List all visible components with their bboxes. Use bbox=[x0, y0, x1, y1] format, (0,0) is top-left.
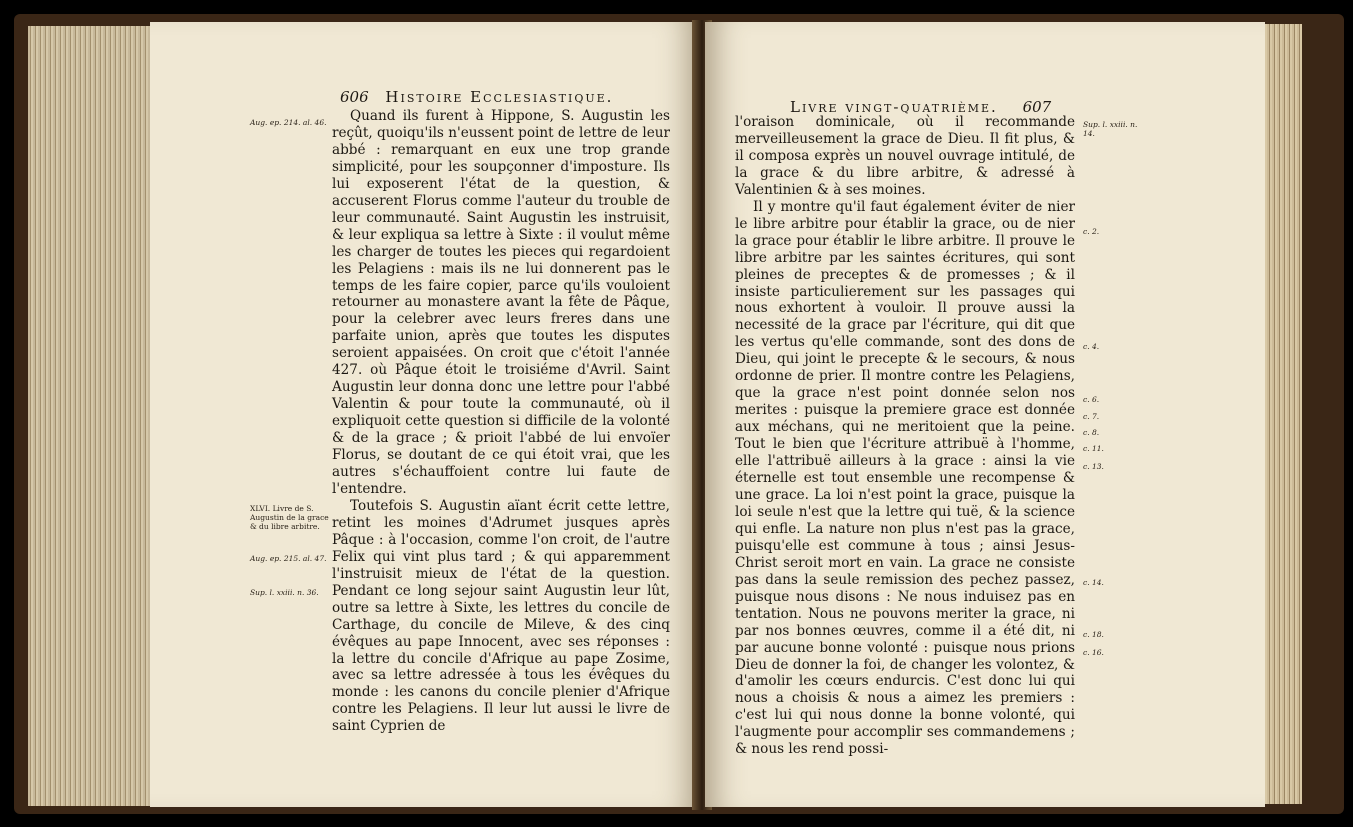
left-margin-note-1: Aug. ep. 214. al. 46. bbox=[250, 118, 327, 127]
right-margin-note-5: c. 7. bbox=[1083, 412, 1100, 421]
right-page-number: 607 bbox=[1022, 98, 1052, 116]
right-margin-note-8: c. 13. bbox=[1083, 462, 1104, 471]
left-margin-note-3: Aug. ep. 215. al. 47. bbox=[250, 554, 327, 563]
right-margin-note-9: c. 14. bbox=[1083, 578, 1104, 587]
right-paragraph-1: l'oraison dominicale, où il recommande merveilleusement la grace de Dieu. Il fit plus, & il composa exprès un nouvel ouvrage intitulé, de la grace & du libre arbitre, & adressé à Valentinien & à ses moines. bbox=[735, 114, 1075, 198]
left-margin-note-4: Sup. l. xxiii. n. 36. bbox=[250, 588, 319, 597]
right-running-title: Livre vingt-quatrième. bbox=[790, 98, 998, 116]
left-page-number: 606 bbox=[340, 88, 369, 106]
right-margin-note-11: c. 16. bbox=[1083, 648, 1104, 657]
left-running-title: Histoire Ecclesiastique. bbox=[385, 88, 614, 106]
right-margin-note-10: c. 18. bbox=[1083, 630, 1104, 639]
right-margin-note-6: c. 8. bbox=[1083, 428, 1100, 437]
right-margin-note-4: c. 6. bbox=[1083, 395, 1100, 404]
right-margin-note-3: c. 4. bbox=[1083, 342, 1100, 351]
right-text-block bbox=[735, 114, 1075, 758]
left-page-edges bbox=[28, 26, 158, 806]
right-margin-note-1: Sup. l. xxiii. n. 14. bbox=[1083, 120, 1138, 138]
left-text-block bbox=[332, 108, 670, 735]
left-paragraph-2: Toutefois S. Augustin aïant écrit cette lettre, retint les moines d'Adrumet jusques après Pâque : à l'occasion, comme l'on croit, de l'autre Felix qui vint plus tard ; & qui apparemment l'instruisit mieux de l'état de la question. Pendant ce long sejour saint Augustin leur lût, outre sa lettre à Sixte, les lettres du concile de Carthage, du concile de Mileve, & des cinq évêques au pape Innocent, avec ses réponses : la lettre du concile d'Afrique au pape Zosime, avec sa lettre adressée à tous les évêques du monde : les canons du concile plenier d'Afrique contre les Pelagiens. Il leur lut aussi le livre de saint Cyprien de bbox=[332, 497, 670, 735]
left-margin-note-2: XLVI. Livre de S. Augustin de la grace & du libre arbitre. bbox=[250, 504, 329, 531]
right-page-edges bbox=[1262, 24, 1302, 804]
left-page bbox=[150, 22, 698, 807]
right-margin-note-7: c. 11. bbox=[1083, 444, 1104, 453]
left-paragraph-1: Quand ils furent à Hippone, S. Augustin les reçût, quoiqu'ils n'eussent point de lettre de leur abbé : remarquant en eux une trop grande simplicité, pour les soupçonner d'imposture. Ils lui exposerent l'état de la question, & accuserent Florus comme l'auteur du trouble de leur communauté. Saint Augustin les instruisit, & leur expliqua sa lettre à Sixte : il voulut même les charger de toutes les pieces qui regardoient les Pelagiens : mais ils ne lui donnerent pas le temps de les faire copier, parce qu'ils vouloient retourner au monastere avant la fête de Pâque, pour la celebrer avec leurs freres dans une parfaite union, après que toutes les disputes seroient appaisées. On croit que c'étoit l'année 427. où Pâque étoit le troisiéme d'Avril. Saint Augustin leur donna donc une lettre pour l'abbé Valentin & pour toute la communauté, où il expliquoit cette question si difficile de la volonté & de la grace ; & prioit l'abbé de lui envoïer Florus, se doutant de ce qui étoit vrai, que les autres s'échauffoient contre lui faute de l'entendre. bbox=[332, 108, 670, 497]
left-running-head bbox=[340, 88, 613, 106]
right-paragraph-2: Il y montre qu'il faut également éviter de nier le libre arbitre pour établir la grace, ou de nier la grace pour établir le libre arbitre. Il prouve le libre arbitre par les saintes écritures, qui sont pleines de preceptes & de promesses ; & il insiste particulierement sur les passages qui nous exhortent à vouloir. Il prouve aussi la necessité de la grace par l'écriture, qui dit que les vertus qu'elle commande, sont des dons de Dieu, qui joint le precepte & le secours, & nous ordonne de prier. Il montre contre les Pelagiens, que la grace n'est point donnée selon nos merites : puisque la premiere grace est donnée aux méchans, qui ne meritoient que la peine. Tout le bien que l'écriture attribuë à l'homme, elle l'attribuë ailleurs à la grace : ainsi la vie éternelle est tout ensemble une recompense & une grace. La loi n'est point la grace, puisque la loi seule n'est que la lettre qui tuë, & la science qui enfle. La nature non plus n'est pas la grace, puisqu'elle est commune à tous ; ainsi Jesus-Christ seroit mort en vain. La grace ne consiste pas dans la seule remission des pechez passez, puisque nous disons : Ne nous induisez pas en tentation. Nous ne pouvons meriter la grace, ni par nos bonnes œuvres, comme il a été dit, ni par aucune bonne volonté : puisque nous prions Dieu de donner la foi, de changer les volontez, & d'amolir les cœurs endurcis. C'est donc lui qui nous a choisis & nous a aimez les premiers : c'est lui qui nous donne la bonne volonté, qui l'augmente pour accomplir ses commandemens ; & nous les rend possi- bbox=[735, 198, 1075, 758]
right-page bbox=[705, 22, 1265, 807]
right-margin-note-2: c. 2. bbox=[1083, 227, 1100, 236]
